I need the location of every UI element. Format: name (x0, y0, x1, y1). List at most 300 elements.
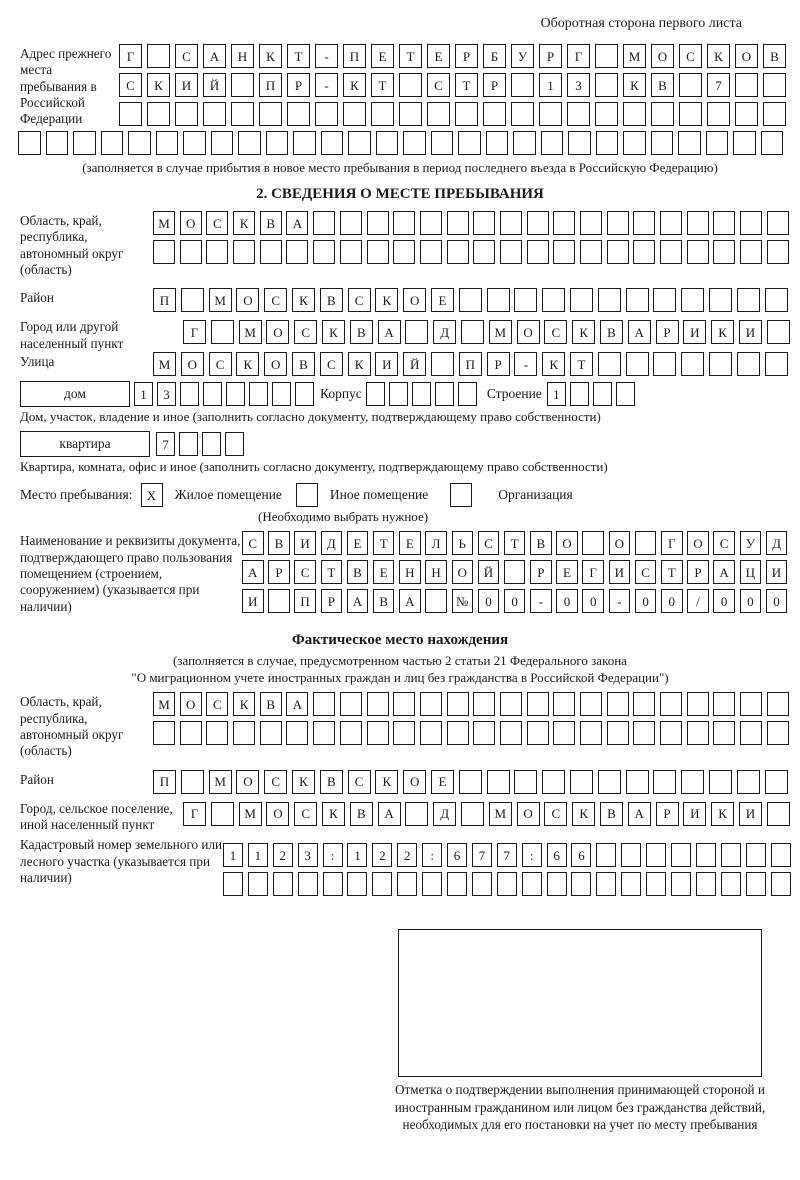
char-cell[interactable]: Т (399, 44, 422, 68)
char-cell[interactable] (206, 721, 228, 745)
char-cell[interactable] (156, 131, 179, 155)
char-cell[interactable] (420, 692, 442, 716)
char-cell[interactable] (372, 872, 392, 896)
char-cell[interactable] (231, 102, 254, 126)
char-cell[interactable]: Т (661, 560, 683, 584)
stay-type-residential-checkbox[interactable]: X (141, 483, 163, 507)
char-cell[interactable] (238, 131, 261, 155)
char-cell[interactable] (422, 872, 442, 896)
char-cell[interactable]: К (711, 320, 734, 344)
char-cell[interactable]: 1 (248, 843, 268, 867)
char-cell[interactable] (179, 432, 198, 456)
char-cell[interactable]: Е (556, 560, 578, 584)
char-cell[interactable]: Д (433, 802, 456, 826)
char-cell[interactable] (366, 382, 385, 406)
char-cell[interactable] (340, 692, 362, 716)
char-cell[interactable]: Р (483, 73, 506, 97)
char-cell[interactable]: Ц (740, 560, 762, 584)
char-cell[interactable]: К (348, 352, 371, 376)
char-cell[interactable]: П (153, 288, 176, 312)
prev-address-row-2[interactable] (119, 73, 786, 97)
char-cell[interactable]: М (153, 692, 175, 716)
char-cell[interactable]: Ь (452, 531, 474, 555)
char-cell[interactable] (405, 320, 428, 344)
char-cell[interactable] (542, 288, 565, 312)
char-cell[interactable]: С (242, 531, 264, 555)
char-cell[interactable] (621, 843, 641, 867)
char-cell[interactable] (497, 872, 517, 896)
char-cell[interactable]: 1 (223, 843, 243, 867)
char-cell[interactable] (713, 721, 735, 745)
house-number-cells[interactable] (134, 382, 314, 406)
char-cell[interactable] (681, 352, 704, 376)
char-cell[interactable] (567, 102, 590, 126)
city-row[interactable] (183, 320, 790, 344)
char-cell[interactable]: 0 (504, 589, 526, 613)
char-cell[interactable] (616, 382, 635, 406)
char-cell[interactable]: Е (347, 531, 369, 555)
char-cell[interactable]: К (322, 320, 345, 344)
cadastre-row-1[interactable] (223, 843, 791, 867)
char-cell[interactable] (203, 102, 226, 126)
char-cell[interactable]: Г (661, 531, 683, 555)
char-cell[interactable] (687, 240, 709, 264)
char-cell[interactable] (180, 240, 202, 264)
char-cell[interactable] (653, 770, 676, 794)
char-cell[interactable] (249, 382, 268, 406)
char-cell[interactable] (580, 240, 602, 264)
char-cell[interactable]: К (711, 802, 734, 826)
char-cell[interactable]: С (175, 44, 198, 68)
char-cell[interactable] (737, 288, 760, 312)
char-cell[interactable] (651, 102, 674, 126)
char-cell[interactable]: - (315, 73, 338, 97)
char-cell[interactable] (461, 802, 484, 826)
char-cell[interactable] (272, 382, 291, 406)
char-cell[interactable]: Г (582, 560, 604, 584)
char-cell[interactable] (399, 73, 422, 97)
char-cell[interactable]: И (739, 802, 762, 826)
char-cell[interactable] (635, 531, 657, 555)
char-cell[interactable]: О (517, 320, 540, 344)
char-cell[interactable] (486, 131, 509, 155)
char-cell[interactable] (500, 692, 522, 716)
char-cell[interactable]: С (635, 560, 657, 584)
char-cell[interactable] (259, 102, 282, 126)
char-cell[interactable]: С (119, 73, 142, 97)
char-cell[interactable] (211, 131, 234, 155)
char-cell[interactable] (393, 211, 415, 235)
char-cell[interactable] (626, 288, 649, 312)
char-cell[interactable]: А (378, 320, 401, 344)
char-cell[interactable] (371, 102, 394, 126)
doc-row-1[interactable] (242, 531, 787, 555)
char-cell[interactable] (343, 102, 366, 126)
char-cell[interactable]: В (260, 692, 282, 716)
char-cell[interactable] (180, 721, 202, 745)
char-cell[interactable] (598, 288, 621, 312)
char-cell[interactable] (447, 721, 469, 745)
char-cell[interactable] (431, 352, 454, 376)
char-cell[interactable]: С (294, 320, 317, 344)
char-cell[interactable] (740, 692, 762, 716)
char-cell[interactable] (18, 131, 41, 155)
char-cell[interactable] (761, 131, 784, 155)
char-cell[interactable] (679, 102, 702, 126)
char-cell[interactable] (248, 872, 268, 896)
char-cell[interactable] (580, 692, 602, 716)
char-cell[interactable]: А (286, 211, 308, 235)
char-cell[interactable]: А (628, 802, 651, 826)
char-cell[interactable]: М (239, 320, 262, 344)
char-cell[interactable] (298, 872, 318, 896)
char-cell[interactable]: О (609, 531, 631, 555)
char-cell[interactable]: 0 (661, 589, 683, 613)
char-cell[interactable] (671, 843, 691, 867)
char-cell[interactable]: К (233, 692, 255, 716)
char-cell[interactable]: Г (183, 320, 206, 344)
char-cell[interactable] (539, 102, 562, 126)
char-cell[interactable] (473, 692, 495, 716)
char-cell[interactable] (646, 872, 666, 896)
char-cell[interactable] (765, 770, 788, 794)
char-cell[interactable]: Д (321, 531, 343, 555)
doc-row-2[interactable] (242, 560, 787, 584)
char-cell[interactable] (713, 692, 735, 716)
char-cell[interactable] (175, 102, 198, 126)
char-cell[interactable] (527, 721, 549, 745)
char-cell[interactable]: Е (371, 44, 394, 68)
char-cell[interactable] (660, 692, 682, 716)
char-cell[interactable]: К (233, 211, 255, 235)
char-cell[interactable] (660, 240, 682, 264)
char-cell[interactable]: К (236, 352, 259, 376)
char-cell[interactable] (313, 240, 335, 264)
district-row[interactable] (153, 288, 788, 312)
char-cell[interactable]: В (763, 44, 786, 68)
char-cell[interactable] (687, 211, 709, 235)
char-cell[interactable] (340, 240, 362, 264)
char-cell[interactable] (119, 102, 142, 126)
char-cell[interactable]: Е (373, 560, 395, 584)
char-cell[interactable] (347, 872, 367, 896)
char-cell[interactable]: В (373, 589, 395, 613)
char-cell[interactable] (458, 382, 477, 406)
char-cell[interactable] (607, 692, 629, 716)
al-district-row[interactable] (153, 770, 788, 794)
char-cell[interactable]: С (206, 692, 228, 716)
char-cell[interactable]: Т (371, 73, 394, 97)
char-cell[interactable]: С (264, 770, 287, 794)
korpus-cells[interactable] (366, 382, 477, 406)
char-cell[interactable]: О (452, 560, 474, 584)
char-cell[interactable]: В (268, 531, 290, 555)
char-cell[interactable] (713, 240, 735, 264)
char-cell[interactable]: Г (567, 44, 590, 68)
char-cell[interactable] (447, 872, 467, 896)
char-cell[interactable] (767, 802, 790, 826)
char-cell[interactable] (653, 352, 676, 376)
char-cell[interactable]: И (175, 73, 198, 97)
char-cell[interactable]: 6 (571, 843, 591, 867)
char-cell[interactable] (128, 131, 151, 155)
char-cell[interactable] (233, 721, 255, 745)
char-cell[interactable] (431, 131, 454, 155)
char-cell[interactable] (570, 288, 593, 312)
char-cell[interactable]: К (542, 352, 565, 376)
char-cell[interactable]: Т (570, 352, 593, 376)
char-cell[interactable] (653, 288, 676, 312)
char-cell[interactable] (504, 560, 526, 584)
char-cell[interactable]: В (530, 531, 552, 555)
char-cell[interactable]: У (511, 44, 534, 68)
char-cell[interactable] (348, 131, 371, 155)
char-cell[interactable]: В (347, 560, 369, 584)
char-cell[interactable] (570, 770, 593, 794)
char-cell[interactable]: Е (431, 770, 454, 794)
char-cell[interactable]: М (153, 211, 175, 235)
char-cell[interactable]: К (572, 320, 595, 344)
char-cell[interactable]: Т (287, 44, 310, 68)
char-cell[interactable] (746, 872, 766, 896)
char-cell[interactable] (633, 211, 655, 235)
char-cell[interactable] (607, 211, 629, 235)
char-cell[interactable] (225, 432, 244, 456)
char-cell[interactable]: О (236, 770, 259, 794)
char-cell[interactable] (181, 288, 204, 312)
char-cell[interactable] (286, 240, 308, 264)
char-cell[interactable] (389, 382, 408, 406)
char-cell[interactable]: 1 (347, 843, 367, 867)
char-cell[interactable]: 0 (713, 589, 735, 613)
al-region-row-2[interactable] (153, 721, 789, 745)
char-cell[interactable]: Д (433, 320, 456, 344)
char-cell[interactable]: В (600, 320, 623, 344)
char-cell[interactable]: В (320, 770, 343, 794)
char-cell[interactable] (459, 770, 482, 794)
char-cell[interactable]: П (459, 352, 482, 376)
char-cell[interactable]: Р (530, 560, 552, 584)
char-cell[interactable]: 0 (556, 589, 578, 613)
char-cell[interactable]: О (556, 531, 578, 555)
char-cell[interactable] (651, 131, 674, 155)
char-cell[interactable]: - (530, 589, 552, 613)
char-cell[interactable] (671, 872, 691, 896)
char-cell[interactable]: К (292, 288, 315, 312)
char-cell[interactable] (447, 211, 469, 235)
char-cell[interactable]: Н (399, 560, 421, 584)
char-cell[interactable]: 0 (766, 589, 788, 613)
char-cell[interactable] (295, 382, 314, 406)
char-cell[interactable] (706, 131, 729, 155)
char-cell[interactable] (231, 73, 254, 97)
char-cell[interactable]: О (403, 288, 426, 312)
char-cell[interactable]: Н (231, 44, 254, 68)
region-row-2[interactable] (153, 240, 789, 264)
char-cell[interactable] (527, 692, 549, 716)
char-cell[interactable] (473, 721, 495, 745)
char-cell[interactable]: О (266, 320, 289, 344)
char-cell[interactable] (733, 131, 756, 155)
char-cell[interactable] (598, 770, 621, 794)
char-cell[interactable] (595, 102, 618, 126)
char-cell[interactable]: К (375, 288, 398, 312)
char-cell[interactable] (321, 131, 344, 155)
char-cell[interactable]: А (203, 44, 226, 68)
char-cell[interactable]: В (350, 802, 373, 826)
char-cell[interactable] (514, 288, 537, 312)
char-cell[interactable] (633, 692, 655, 716)
char-cell[interactable]: К (147, 73, 170, 97)
char-cell[interactable]: Е (399, 531, 421, 555)
cadastre-row-2[interactable] (223, 872, 791, 896)
char-cell[interactable]: 1 (547, 382, 566, 406)
char-cell[interactable] (633, 240, 655, 264)
char-cell[interactable]: К (572, 802, 595, 826)
char-cell[interactable]: 1 (539, 73, 562, 97)
char-cell[interactable] (681, 770, 704, 794)
char-cell[interactable]: С (544, 320, 567, 344)
char-cell[interactable]: И (294, 531, 316, 555)
char-cell[interactable] (315, 102, 338, 126)
char-cell[interactable] (427, 102, 450, 126)
char-cell[interactable]: Т (373, 531, 395, 555)
char-cell[interactable] (323, 872, 343, 896)
char-cell[interactable] (367, 240, 389, 264)
char-cell[interactable]: С (427, 73, 450, 97)
char-cell[interactable]: 0 (740, 589, 762, 613)
char-cell[interactable] (687, 721, 709, 745)
char-cell[interactable]: С (544, 802, 567, 826)
char-cell[interactable]: - (609, 589, 631, 613)
char-cell[interactable]: А (378, 802, 401, 826)
char-cell[interactable]: Й (478, 560, 500, 584)
char-cell[interactable]: Д (766, 531, 788, 555)
char-cell[interactable]: Т (455, 73, 478, 97)
char-cell[interactable]: В (320, 288, 343, 312)
stay-type-other-premises-checkbox[interactable] (296, 483, 318, 507)
char-cell[interactable]: Л (425, 531, 447, 555)
char-cell[interactable]: У (740, 531, 762, 555)
char-cell[interactable] (709, 352, 732, 376)
char-cell[interactable] (687, 692, 709, 716)
char-cell[interactable] (765, 352, 788, 376)
char-cell[interactable] (420, 240, 442, 264)
char-cell[interactable]: К (375, 770, 398, 794)
char-cell[interactable]: К (292, 770, 315, 794)
char-cell[interactable]: К (343, 73, 366, 97)
char-cell[interactable] (473, 211, 495, 235)
char-cell[interactable]: 0 (582, 589, 604, 613)
doc-row-3[interactable] (242, 589, 787, 613)
char-cell[interactable]: В (600, 802, 623, 826)
char-cell[interactable] (522, 872, 542, 896)
char-cell[interactable]: 2 (273, 843, 293, 867)
char-cell[interactable] (223, 872, 243, 896)
char-cell[interactable]: К (707, 44, 730, 68)
char-cell[interactable] (153, 240, 175, 264)
char-cell[interactable] (678, 131, 701, 155)
char-cell[interactable]: 7 (472, 843, 492, 867)
char-cell[interactable] (435, 382, 454, 406)
char-cell[interactable] (679, 73, 702, 97)
char-cell[interactable] (737, 352, 760, 376)
char-cell[interactable]: К (322, 802, 345, 826)
char-cell[interactable] (721, 843, 741, 867)
char-cell[interactable]: С (713, 531, 735, 555)
char-cell[interactable] (542, 770, 565, 794)
char-cell[interactable]: : (323, 843, 343, 867)
char-cell[interactable] (459, 288, 482, 312)
char-cell[interactable]: Р (656, 802, 679, 826)
char-cell[interactable]: : (522, 843, 542, 867)
char-cell[interactable]: О (266, 802, 289, 826)
char-cell[interactable]: В (350, 320, 373, 344)
char-cell[interactable] (340, 211, 362, 235)
char-cell[interactable] (473, 240, 495, 264)
char-cell[interactable]: А (628, 320, 651, 344)
char-cell[interactable]: С (206, 211, 228, 235)
char-cell[interactable] (767, 211, 789, 235)
char-cell[interactable] (260, 240, 282, 264)
char-cell[interactable]: Б (483, 44, 506, 68)
char-cell[interactable] (771, 843, 791, 867)
char-cell[interactable]: К (259, 44, 282, 68)
char-cell[interactable]: № (452, 589, 474, 613)
char-cell[interactable] (607, 721, 629, 745)
char-cell[interactable]: С (348, 288, 371, 312)
char-cell[interactable]: С (679, 44, 702, 68)
char-cell[interactable] (397, 872, 417, 896)
char-cell[interactable] (73, 131, 96, 155)
char-cell[interactable] (420, 211, 442, 235)
char-cell[interactable] (771, 872, 791, 896)
char-cell[interactable] (621, 872, 641, 896)
char-cell[interactable]: К (623, 73, 646, 97)
char-cell[interactable]: 7 (497, 843, 517, 867)
char-cell[interactable] (313, 721, 335, 745)
char-cell[interactable] (767, 721, 789, 745)
char-cell[interactable] (412, 382, 431, 406)
char-cell[interactable] (709, 770, 732, 794)
char-cell[interactable]: 6 (547, 843, 567, 867)
char-cell[interactable] (487, 770, 510, 794)
char-cell[interactable]: 3 (298, 843, 318, 867)
char-cell[interactable]: Р (455, 44, 478, 68)
char-cell[interactable]: П (259, 73, 282, 97)
char-cell[interactable] (461, 320, 484, 344)
char-cell[interactable]: Р (487, 352, 510, 376)
char-cell[interactable]: 6 (447, 843, 467, 867)
char-cell[interactable] (735, 102, 758, 126)
region-row-1[interactable] (153, 211, 789, 235)
char-cell[interactable]: О (181, 352, 204, 376)
char-cell[interactable] (211, 802, 234, 826)
char-cell[interactable] (737, 770, 760, 794)
char-cell[interactable]: Р (321, 589, 343, 613)
char-cell[interactable]: О (264, 352, 287, 376)
char-cell[interactable] (147, 44, 170, 68)
char-cell[interactable] (202, 432, 221, 456)
char-cell[interactable] (514, 770, 537, 794)
al-region-row-1[interactable] (153, 692, 789, 716)
char-cell[interactable] (721, 872, 741, 896)
char-cell[interactable] (500, 211, 522, 235)
char-cell[interactable] (399, 102, 422, 126)
char-cell[interactable] (211, 320, 234, 344)
char-cell[interactable] (763, 73, 786, 97)
char-cell[interactable] (696, 843, 716, 867)
